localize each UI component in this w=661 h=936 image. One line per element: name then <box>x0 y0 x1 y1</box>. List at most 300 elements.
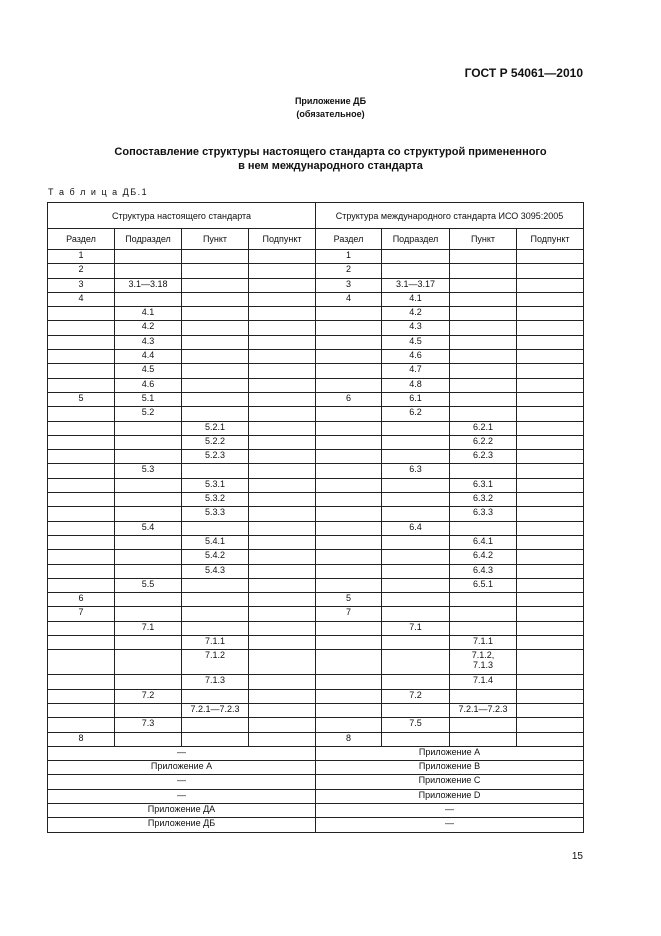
table-cell <box>450 607 517 621</box>
table-cell <box>316 578 382 592</box>
table-cell <box>182 321 249 335</box>
table-cell: 6.3 <box>382 464 450 478</box>
table-cell: 6.3.1 <box>450 478 517 492</box>
table-cell <box>249 732 316 746</box>
appendix-title: Приложение ДБ <box>294 96 367 106</box>
table-cell: 4 <box>316 292 382 306</box>
table-cell <box>382 435 450 449</box>
table-row <box>48 435 584 449</box>
table-cell: 5.2 <box>115 407 182 421</box>
table-cell: 6.2.3 <box>450 450 517 464</box>
table-cell <box>249 507 316 521</box>
appendix-row <box>48 818 584 832</box>
table-cell <box>48 703 115 717</box>
table-cell <box>517 550 584 564</box>
table-cell <box>249 292 316 306</box>
table-cell: 4.3 <box>382 321 450 335</box>
table-row <box>48 350 584 364</box>
table-cell <box>382 535 450 549</box>
table-cell <box>450 378 517 392</box>
table-row <box>48 478 584 492</box>
table-cell <box>316 507 382 521</box>
table-cell <box>517 392 584 406</box>
table-cell: 7 <box>316 607 382 621</box>
table-cell: 4.1 <box>382 292 450 306</box>
table-cell <box>517 578 584 592</box>
table-cell <box>316 464 382 478</box>
table-caption: Т а б л и ц а ДБ.1 <box>48 187 149 197</box>
table-cell <box>316 689 382 703</box>
table-cell <box>48 335 115 349</box>
column-header: Подраздел <box>115 229 182 250</box>
table-cell <box>517 464 584 478</box>
table-cell <box>249 335 316 349</box>
table-cell: 6.4.1 <box>450 535 517 549</box>
table-cell <box>249 564 316 578</box>
table-cell: 7.1.2 <box>182 650 249 675</box>
table-cell <box>517 703 584 717</box>
table-cell: 4.2 <box>115 321 182 335</box>
table-cell <box>115 564 182 578</box>
table-cell <box>48 307 115 321</box>
page-number: 15 <box>571 851 583 862</box>
table-cell <box>382 703 450 717</box>
appendix-row <box>48 746 584 760</box>
table-cell <box>115 535 182 549</box>
table-cell: 7.2 <box>115 689 182 703</box>
table-cell: 8 <box>316 732 382 746</box>
table-cell <box>382 636 450 650</box>
table-cell <box>48 650 115 675</box>
appendix-row <box>48 803 584 817</box>
appendix-cell: Приложение ДБ <box>48 818 316 832</box>
table-cell: 6 <box>316 392 382 406</box>
table-cell <box>48 621 115 635</box>
table-cell: 2 <box>316 264 382 278</box>
table-cell <box>115 478 182 492</box>
table-cell <box>450 464 517 478</box>
table-cell <box>382 493 450 507</box>
table-cell: 6.3.2 <box>450 493 517 507</box>
table-row <box>48 521 584 535</box>
table-cell <box>48 578 115 592</box>
column-header: Пункт <box>182 229 249 250</box>
table-cell: 1 <box>316 250 382 264</box>
table-cell <box>517 321 584 335</box>
table-cell <box>115 450 182 464</box>
table-cell <box>517 278 584 292</box>
table-cell <box>182 378 249 392</box>
table-cell <box>249 364 316 378</box>
table-cell: 3 <box>316 278 382 292</box>
table-cell: 5 <box>316 593 382 607</box>
table-cell <box>115 703 182 717</box>
table-row <box>48 392 584 406</box>
table-cell <box>517 407 584 421</box>
table-cell <box>316 364 382 378</box>
table-cell <box>382 675 450 689</box>
table-cell <box>316 493 382 507</box>
table-cell <box>48 636 115 650</box>
table-cell <box>517 732 584 746</box>
table-cell <box>249 607 316 621</box>
table-cell <box>382 564 450 578</box>
table-cell <box>249 321 316 335</box>
table-cell <box>450 718 517 732</box>
table-cell <box>316 407 382 421</box>
appendix-cell: Приложение ДА <box>48 803 316 817</box>
table-cell: 5.2.3 <box>182 450 249 464</box>
table-cell <box>517 493 584 507</box>
table-cell <box>450 307 517 321</box>
table-cell <box>249 278 316 292</box>
appendix-cell: Приложение А <box>316 746 584 760</box>
table-cell <box>182 392 249 406</box>
table-cell <box>517 535 584 549</box>
table-cell: 6.5.1 <box>450 578 517 592</box>
table-cell: 3 <box>48 278 115 292</box>
table-cell: 5.2.1 <box>182 421 249 435</box>
table-cell <box>382 507 450 521</box>
structure-comparison-table <box>47 202 584 833</box>
table-cell <box>316 636 382 650</box>
table-cell <box>115 507 182 521</box>
table-row <box>48 335 584 349</box>
table-cell: 7.1.1 <box>450 636 517 650</box>
table-cell <box>450 264 517 278</box>
table-cell <box>182 307 249 321</box>
table-body <box>48 250 584 833</box>
table-cell: 4.7 <box>382 364 450 378</box>
table-cell <box>450 732 517 746</box>
table-row <box>48 675 584 689</box>
table-cell: 5.2.2 <box>182 435 249 449</box>
table-row <box>48 636 584 650</box>
table-cell <box>115 732 182 746</box>
table-cell <box>517 689 584 703</box>
table-cell <box>115 550 182 564</box>
table-row <box>48 703 584 717</box>
table-cell <box>48 535 115 549</box>
table-cell <box>517 450 584 464</box>
table-cell <box>48 507 115 521</box>
table-cell <box>182 732 249 746</box>
table-cell: 5.3.3 <box>182 507 249 521</box>
table-cell: 6.2 <box>382 407 450 421</box>
table-cell: 5.4 <box>115 521 182 535</box>
table-cell: 7.1.1 <box>182 636 249 650</box>
table-cell <box>249 675 316 689</box>
table-row <box>48 421 584 435</box>
table-cell <box>316 335 382 349</box>
standard-code: ГОСТ Р 54061—2010 <box>464 66 583 80</box>
table-cell: 7.1.3 <box>182 675 249 689</box>
table-cell <box>249 421 316 435</box>
table-cell <box>517 435 584 449</box>
table-cell <box>182 689 249 703</box>
column-header: Раздел <box>316 229 382 250</box>
appendix-row <box>48 789 584 803</box>
table-cell: 4.2 <box>382 307 450 321</box>
table-cell <box>316 378 382 392</box>
table-row <box>48 264 584 278</box>
table-cell: 4.5 <box>382 335 450 349</box>
table-cell <box>182 521 249 535</box>
table-cell <box>182 578 249 592</box>
table-cell <box>316 350 382 364</box>
table-cell <box>115 435 182 449</box>
table-cell <box>450 350 517 364</box>
table-cell: 7.3 <box>115 718 182 732</box>
table-cell <box>450 392 517 406</box>
table-cell <box>517 607 584 621</box>
table-cell <box>450 278 517 292</box>
table-row <box>48 292 584 306</box>
table-cell <box>517 292 584 306</box>
table-cell <box>48 321 115 335</box>
table-cell <box>249 578 316 592</box>
table-cell <box>115 675 182 689</box>
table-cell <box>182 278 249 292</box>
table-cell <box>316 675 382 689</box>
appendix-cell: Приложение В <box>316 761 584 775</box>
table-cell <box>316 421 382 435</box>
table-cell: 7 <box>48 607 115 621</box>
column-header: Раздел <box>48 229 115 250</box>
table-cell: 6.2.1 <box>450 421 517 435</box>
table-cell: 4.3 <box>115 335 182 349</box>
table-cell: 5.4.3 <box>182 564 249 578</box>
table-cell <box>450 335 517 349</box>
table-cell: 6.1 <box>382 392 450 406</box>
table-cell <box>316 478 382 492</box>
table-cell: 5.1 <box>115 392 182 406</box>
table-cell <box>182 464 249 478</box>
table-cell <box>316 435 382 449</box>
table-cell: 7.1.2, 7.1.3 <box>450 650 517 675</box>
table-cell <box>249 550 316 564</box>
table-cell <box>517 335 584 349</box>
appendix-row <box>48 761 584 775</box>
table-cell <box>48 718 115 732</box>
table-cell <box>316 718 382 732</box>
table-cell <box>48 493 115 507</box>
table-cell: 3.1—3.18 <box>115 278 182 292</box>
table-row <box>48 535 584 549</box>
table-cell: 7.1 <box>382 621 450 635</box>
table-cell <box>48 689 115 703</box>
table-cell: 6 <box>48 593 115 607</box>
table-cell <box>517 378 584 392</box>
table-row <box>48 464 584 478</box>
table-cell <box>450 364 517 378</box>
table-cell: 4.6 <box>115 378 182 392</box>
table-cell: 5.3 <box>115 464 182 478</box>
table-column-header-row <box>48 229 584 250</box>
table-cell: 5.5 <box>115 578 182 592</box>
appendix-cell: Приложение А <box>48 761 316 775</box>
table-cell <box>450 593 517 607</box>
appendix-row <box>48 775 584 789</box>
table-cell <box>517 350 584 364</box>
table-cell <box>382 578 450 592</box>
table-cell: 7.1.4 <box>450 675 517 689</box>
table-cell <box>182 364 249 378</box>
table-row <box>48 378 584 392</box>
table-cell <box>382 421 450 435</box>
table-cell <box>316 621 382 635</box>
table-row <box>48 650 584 675</box>
table-cell <box>249 450 316 464</box>
table-cell <box>517 593 584 607</box>
table-row <box>48 578 584 592</box>
table-row <box>48 364 584 378</box>
document-title <box>0 145 661 173</box>
table-cell <box>249 407 316 421</box>
appendix-cell: — <box>316 803 584 817</box>
appendix-cell: Приложение D <box>316 789 584 803</box>
table-cell <box>517 564 584 578</box>
table-cell <box>450 407 517 421</box>
table-cell <box>382 450 450 464</box>
table-cell <box>450 621 517 635</box>
table-cell <box>450 689 517 703</box>
table-cell: 7.2.1—7.2.3 <box>182 703 249 717</box>
group-header-international: Структура международного стандарта ИСО 3095:2005 <box>316 203 584 229</box>
table-cell <box>249 593 316 607</box>
table-cell <box>249 350 316 364</box>
table-cell: 7.5 <box>382 718 450 732</box>
appendix-cell: — <box>316 818 584 832</box>
table-cell <box>249 250 316 264</box>
document-title-line-1: Сопоставление структуры настоящего стандарта со структурой примененного <box>114 146 547 158</box>
table-cell <box>517 621 584 635</box>
table-cell <box>48 364 115 378</box>
table-cell <box>115 264 182 278</box>
table-cell <box>182 593 249 607</box>
table-cell <box>48 350 115 364</box>
appendix-status: (обязательное) <box>296 109 365 119</box>
table-row <box>48 621 584 635</box>
table-cell: 7.2.1—7.2.3 <box>450 703 517 717</box>
table-cell: 5.3.2 <box>182 493 249 507</box>
table-cell <box>115 636 182 650</box>
table-cell: 5.4.2 <box>182 550 249 564</box>
table-cell <box>249 718 316 732</box>
table-cell: 6.4 <box>382 521 450 535</box>
table-cell <box>182 718 249 732</box>
table-cell <box>249 307 316 321</box>
table-cell <box>249 636 316 650</box>
table-cell: 4.1 <box>115 307 182 321</box>
table-cell <box>450 292 517 306</box>
column-header: Подпункт <box>517 229 584 250</box>
appendix-cell: — <box>48 775 316 789</box>
table-cell: 3.1—3.17 <box>382 278 450 292</box>
table-cell <box>316 650 382 675</box>
table-cell <box>316 550 382 564</box>
table-cell <box>115 250 182 264</box>
table-cell <box>48 421 115 435</box>
table-cell <box>382 478 450 492</box>
table-cell: 5.3.1 <box>182 478 249 492</box>
table-cell: 7.2 <box>382 689 450 703</box>
table-row <box>48 321 584 335</box>
table-row <box>48 732 584 746</box>
table-row <box>48 278 584 292</box>
group-header-national: Структура настоящего стандарта <box>48 203 316 229</box>
table-cell <box>517 675 584 689</box>
appendix-cell: — <box>48 746 316 760</box>
table-row <box>48 407 584 421</box>
table-cell <box>517 421 584 435</box>
table-cell <box>249 689 316 703</box>
table-cell <box>249 435 316 449</box>
table-row <box>48 493 584 507</box>
table-cell <box>182 621 249 635</box>
table-cell <box>115 292 182 306</box>
table-cell <box>382 650 450 675</box>
table-cell <box>382 607 450 621</box>
table-cell <box>249 493 316 507</box>
table-cell <box>316 450 382 464</box>
table-cell <box>450 321 517 335</box>
column-header: Подпункт <box>249 229 316 250</box>
table-group-header-row <box>48 203 584 229</box>
table-cell <box>517 364 584 378</box>
table-row <box>48 550 584 564</box>
table-cell <box>316 535 382 549</box>
table-cell: 8 <box>48 732 115 746</box>
table-row <box>48 718 584 732</box>
table-cell <box>115 650 182 675</box>
table-cell: 5 <box>48 392 115 406</box>
table-cell <box>382 732 450 746</box>
table-cell: 1 <box>48 250 115 264</box>
table-cell <box>517 636 584 650</box>
table-row <box>48 564 584 578</box>
table-cell <box>249 703 316 717</box>
table-row <box>48 507 584 521</box>
table-cell: 4.6 <box>382 350 450 364</box>
table-cell <box>517 478 584 492</box>
table-cell <box>48 675 115 689</box>
table-cell <box>115 493 182 507</box>
table-cell: 6.4.3 <box>450 564 517 578</box>
table-cell <box>517 521 584 535</box>
table-cell: 6.2.2 <box>450 435 517 449</box>
table-cell <box>48 435 115 449</box>
table-cell <box>48 564 115 578</box>
table-cell <box>249 392 316 406</box>
table-cell <box>48 464 115 478</box>
table-cell: 6.4.2 <box>450 550 517 564</box>
table-cell <box>249 464 316 478</box>
table-cell <box>316 703 382 717</box>
table-cell <box>517 650 584 675</box>
table-row <box>48 307 584 321</box>
appendix-cell: Приложение С <box>316 775 584 789</box>
table-cell <box>182 250 249 264</box>
table-row <box>48 607 584 621</box>
table-cell <box>249 535 316 549</box>
table-cell <box>382 250 450 264</box>
table-cell: 4.4 <box>115 350 182 364</box>
document-title-line-2: в нем международного стандарта <box>238 160 423 172</box>
table-cell <box>48 550 115 564</box>
table-cell <box>316 307 382 321</box>
table-cell: 5.4.1 <box>182 535 249 549</box>
